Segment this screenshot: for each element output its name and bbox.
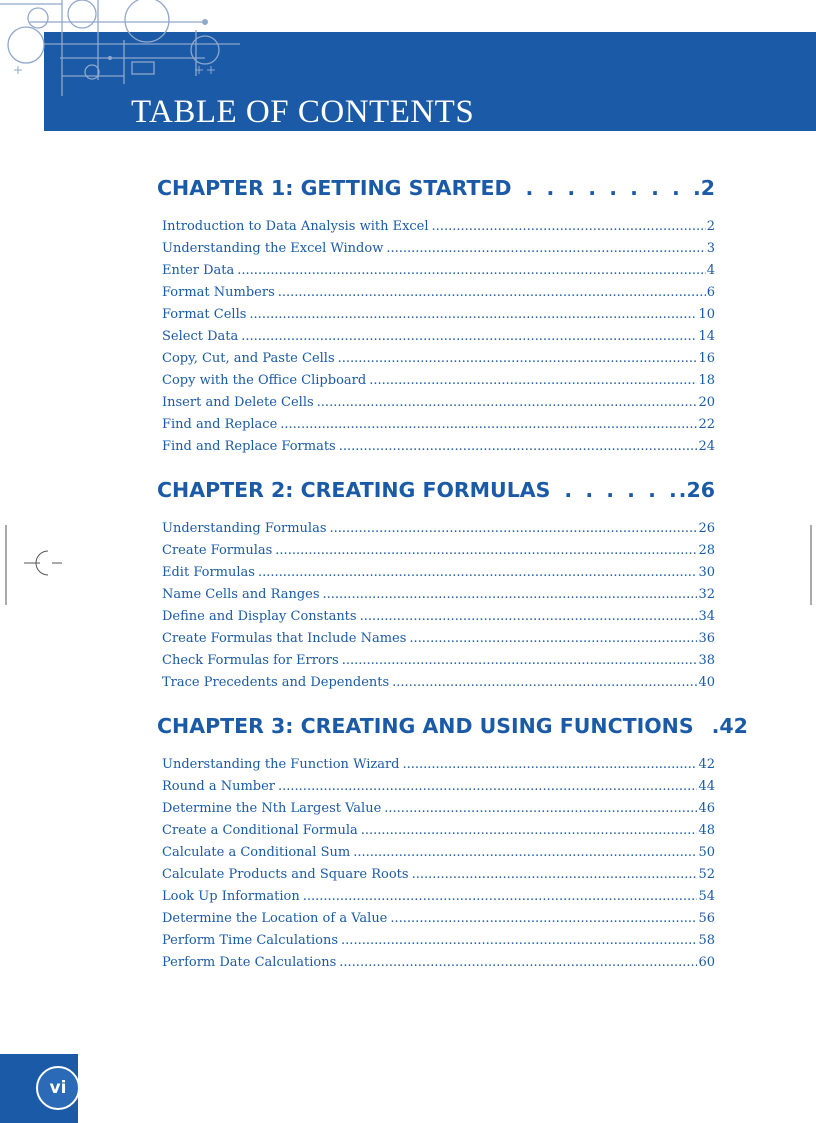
dot-leader (564, 472, 674, 508)
chapter-heading (157, 708, 748, 744)
toc-entry-page: 42 (698, 757, 715, 772)
toc-entry-page: 60 (698, 955, 715, 970)
toc-entry-title: Understanding the Excel Window (162, 241, 384, 256)
chapter-3-section (157, 708, 748, 974)
toc-entry-page: 46 (698, 801, 715, 816)
toc-entry (162, 672, 715, 694)
toc-entry-page: 26 (698, 521, 715, 536)
toc-entry-title: Create a Conditional Formula (162, 823, 358, 838)
toc-entry (162, 282, 715, 304)
dot-leader (360, 606, 698, 628)
toc-entry-title: Define and Display Constants (162, 609, 357, 624)
toc-entry-page: 34 (698, 609, 715, 624)
dot-leader (258, 562, 697, 584)
toc-entry-title: Round a Number (162, 779, 276, 794)
toc-entry-title: Check Formulas for Errors (162, 653, 339, 668)
toc-entry-title: Calculate a Conditional Sum (162, 845, 351, 860)
toc-entry (162, 238, 715, 260)
toc-entry (162, 348, 715, 370)
toc-entry-title: Understanding the Function Wizard (162, 757, 400, 772)
toc-entry-title: Determine the Nth Largest Value (162, 801, 382, 816)
dot-leader (275, 540, 697, 562)
chapter-title: CHAPTER 3: CREATING AND USING FUNCTIONS (157, 714, 694, 738)
toc-entry (162, 260, 715, 282)
toc-entry-page: 28 (698, 543, 715, 558)
toc-entry (162, 216, 715, 238)
toc-entry-page: 2 (706, 219, 715, 234)
page-number: vi (49, 1078, 67, 1098)
toc-entry-page: 24 (698, 439, 715, 454)
dot-leader (432, 216, 706, 238)
dot-leader (339, 952, 697, 974)
dot-leader (361, 820, 698, 842)
dot-leader (278, 776, 697, 798)
registration-mark-icon (0, 525, 64, 605)
toc-entry-page: 14 (698, 329, 715, 344)
toc-entry-page: 48 (698, 823, 715, 838)
dot-leader (353, 842, 697, 864)
toc-entry-page: 44 (698, 779, 715, 794)
toc-entry-title: Trace Precedents and Dependents (162, 675, 390, 690)
toc-entry-title: Format Cells (162, 307, 247, 322)
toc-entry (162, 326, 715, 348)
toc-entry-title: Copy, Cut, and Paste Cells (162, 351, 335, 366)
chapter-1-section (157, 170, 715, 458)
chapter-1-entries (162, 216, 715, 458)
toc-entry-page: 18 (698, 373, 715, 388)
chapter-page-number: .26 (678, 478, 715, 502)
chapter-title: CHAPTER 1: GETTING STARTED (157, 176, 512, 200)
toc-entry (162, 886, 715, 908)
toc-entry (162, 562, 715, 584)
chapter-2-section (157, 472, 715, 694)
toc-entry-title: Create Formulas (162, 543, 273, 558)
toc-entry-page: 30 (698, 565, 715, 580)
toc-entry (162, 864, 715, 886)
toc-entry-page: 36 (698, 631, 715, 646)
toc-entry (162, 628, 715, 650)
toc-entry-page: 32 (698, 587, 715, 602)
toc-entry-title: Find and Replace Formats (162, 439, 336, 454)
dot-leader (392, 672, 697, 694)
toc-entry-title: Copy with the Office Clipboard (162, 373, 367, 388)
toc-entry-page: 16 (698, 351, 715, 366)
chapter-2-entries (162, 518, 715, 694)
toc-entry-title: Determine the Location of a Value (162, 911, 388, 926)
page-title: TABLE OF CONTENTS (131, 94, 475, 130)
dot-leader (241, 326, 697, 348)
toc-entry-page: 40 (698, 675, 715, 690)
toc-entry-page: 20 (698, 395, 715, 410)
dot-leader (303, 886, 698, 908)
dot-leader (342, 650, 698, 672)
table-of-contents (157, 170, 748, 988)
toc-entry-title: Name Cells and Ranges (162, 587, 320, 602)
dot-leader (409, 628, 697, 650)
toc-entry (162, 392, 715, 414)
toc-entry (162, 820, 715, 842)
dot-leader (280, 414, 697, 436)
dot-leader (403, 754, 698, 776)
toc-entry-title: Understanding Formulas (162, 521, 327, 536)
dot-leader (317, 392, 698, 414)
chapter-heading (157, 472, 715, 508)
toc-entry (162, 908, 715, 930)
toc-entry-title: Enter Data (162, 263, 235, 278)
toc-entry-title: Find and Replace (162, 417, 278, 432)
toc-entry (162, 952, 715, 974)
header-decoration-graphic (0, 0, 260, 100)
dot-leader (390, 908, 697, 930)
dot-leader (338, 348, 698, 370)
chapter-page-number: .2 (692, 176, 715, 200)
toc-entry (162, 930, 715, 952)
dot-leader (386, 238, 705, 260)
chapter-page-number: .42 (711, 714, 748, 738)
toc-entry (162, 436, 715, 458)
toc-entry (162, 540, 715, 562)
chapter-heading (157, 170, 715, 206)
toc-entry (162, 798, 715, 820)
dot-leader (384, 798, 697, 820)
toc-entry-title: Create Formulas that Include Names (162, 631, 407, 646)
dot-leader (237, 260, 705, 282)
toc-entry-page: 52 (698, 867, 715, 882)
dot-leader (369, 370, 697, 392)
dot-leader (278, 282, 706, 304)
dot-leader (323, 584, 698, 606)
dot-leader (339, 436, 698, 458)
chapter-3-entries (162, 754, 715, 974)
toc-entry-page: 22 (698, 417, 715, 432)
toc-entry (162, 584, 715, 606)
toc-entry-title: Format Numbers (162, 285, 275, 300)
dot-leader (341, 930, 697, 952)
toc-entry (162, 304, 715, 326)
toc-entry-page: 3 (706, 241, 715, 256)
toc-entry-page: 56 (698, 911, 715, 926)
toc-entry (162, 776, 715, 798)
chapter-title: CHAPTER 2: CREATING FORMULAS (157, 478, 551, 502)
toc-entry (162, 370, 715, 392)
toc-entry-page: 38 (698, 653, 715, 668)
toc-entry-page: 10 (698, 307, 715, 322)
toc-entry-page: 4 (706, 263, 715, 278)
toc-entry-title: Edit Formulas (162, 565, 255, 580)
toc-entry-title: Look Up Information (162, 889, 300, 904)
toc-entry (162, 842, 715, 864)
dot-leader (412, 864, 698, 886)
toc-entry-title: Calculate Products and Square Roots (162, 867, 409, 882)
toc-entry (162, 518, 715, 540)
toc-entry-page: 58 (698, 933, 715, 948)
toc-entry-page: 6 (706, 285, 715, 300)
toc-entry (162, 650, 715, 672)
dot-leader (526, 170, 689, 206)
dot-leader (330, 518, 698, 540)
toc-entry-title: Insert and Delete Cells (162, 395, 314, 410)
dot-leader (249, 304, 697, 326)
toc-entry-page: 50 (698, 845, 715, 860)
toc-entry (162, 414, 715, 436)
toc-entry-title: Perform Date Calculations (162, 955, 337, 970)
toc-entry (162, 606, 715, 628)
toc-entry-title: Perform Time Calculations (162, 933, 339, 948)
toc-entry (162, 754, 715, 776)
toc-entry-page: 54 (698, 889, 715, 904)
toc-entry-title: Introduction to Data Analysis with Excel (162, 219, 429, 234)
toc-entry-title: Select Data (162, 329, 239, 344)
crop-mark-icon (808, 525, 816, 605)
